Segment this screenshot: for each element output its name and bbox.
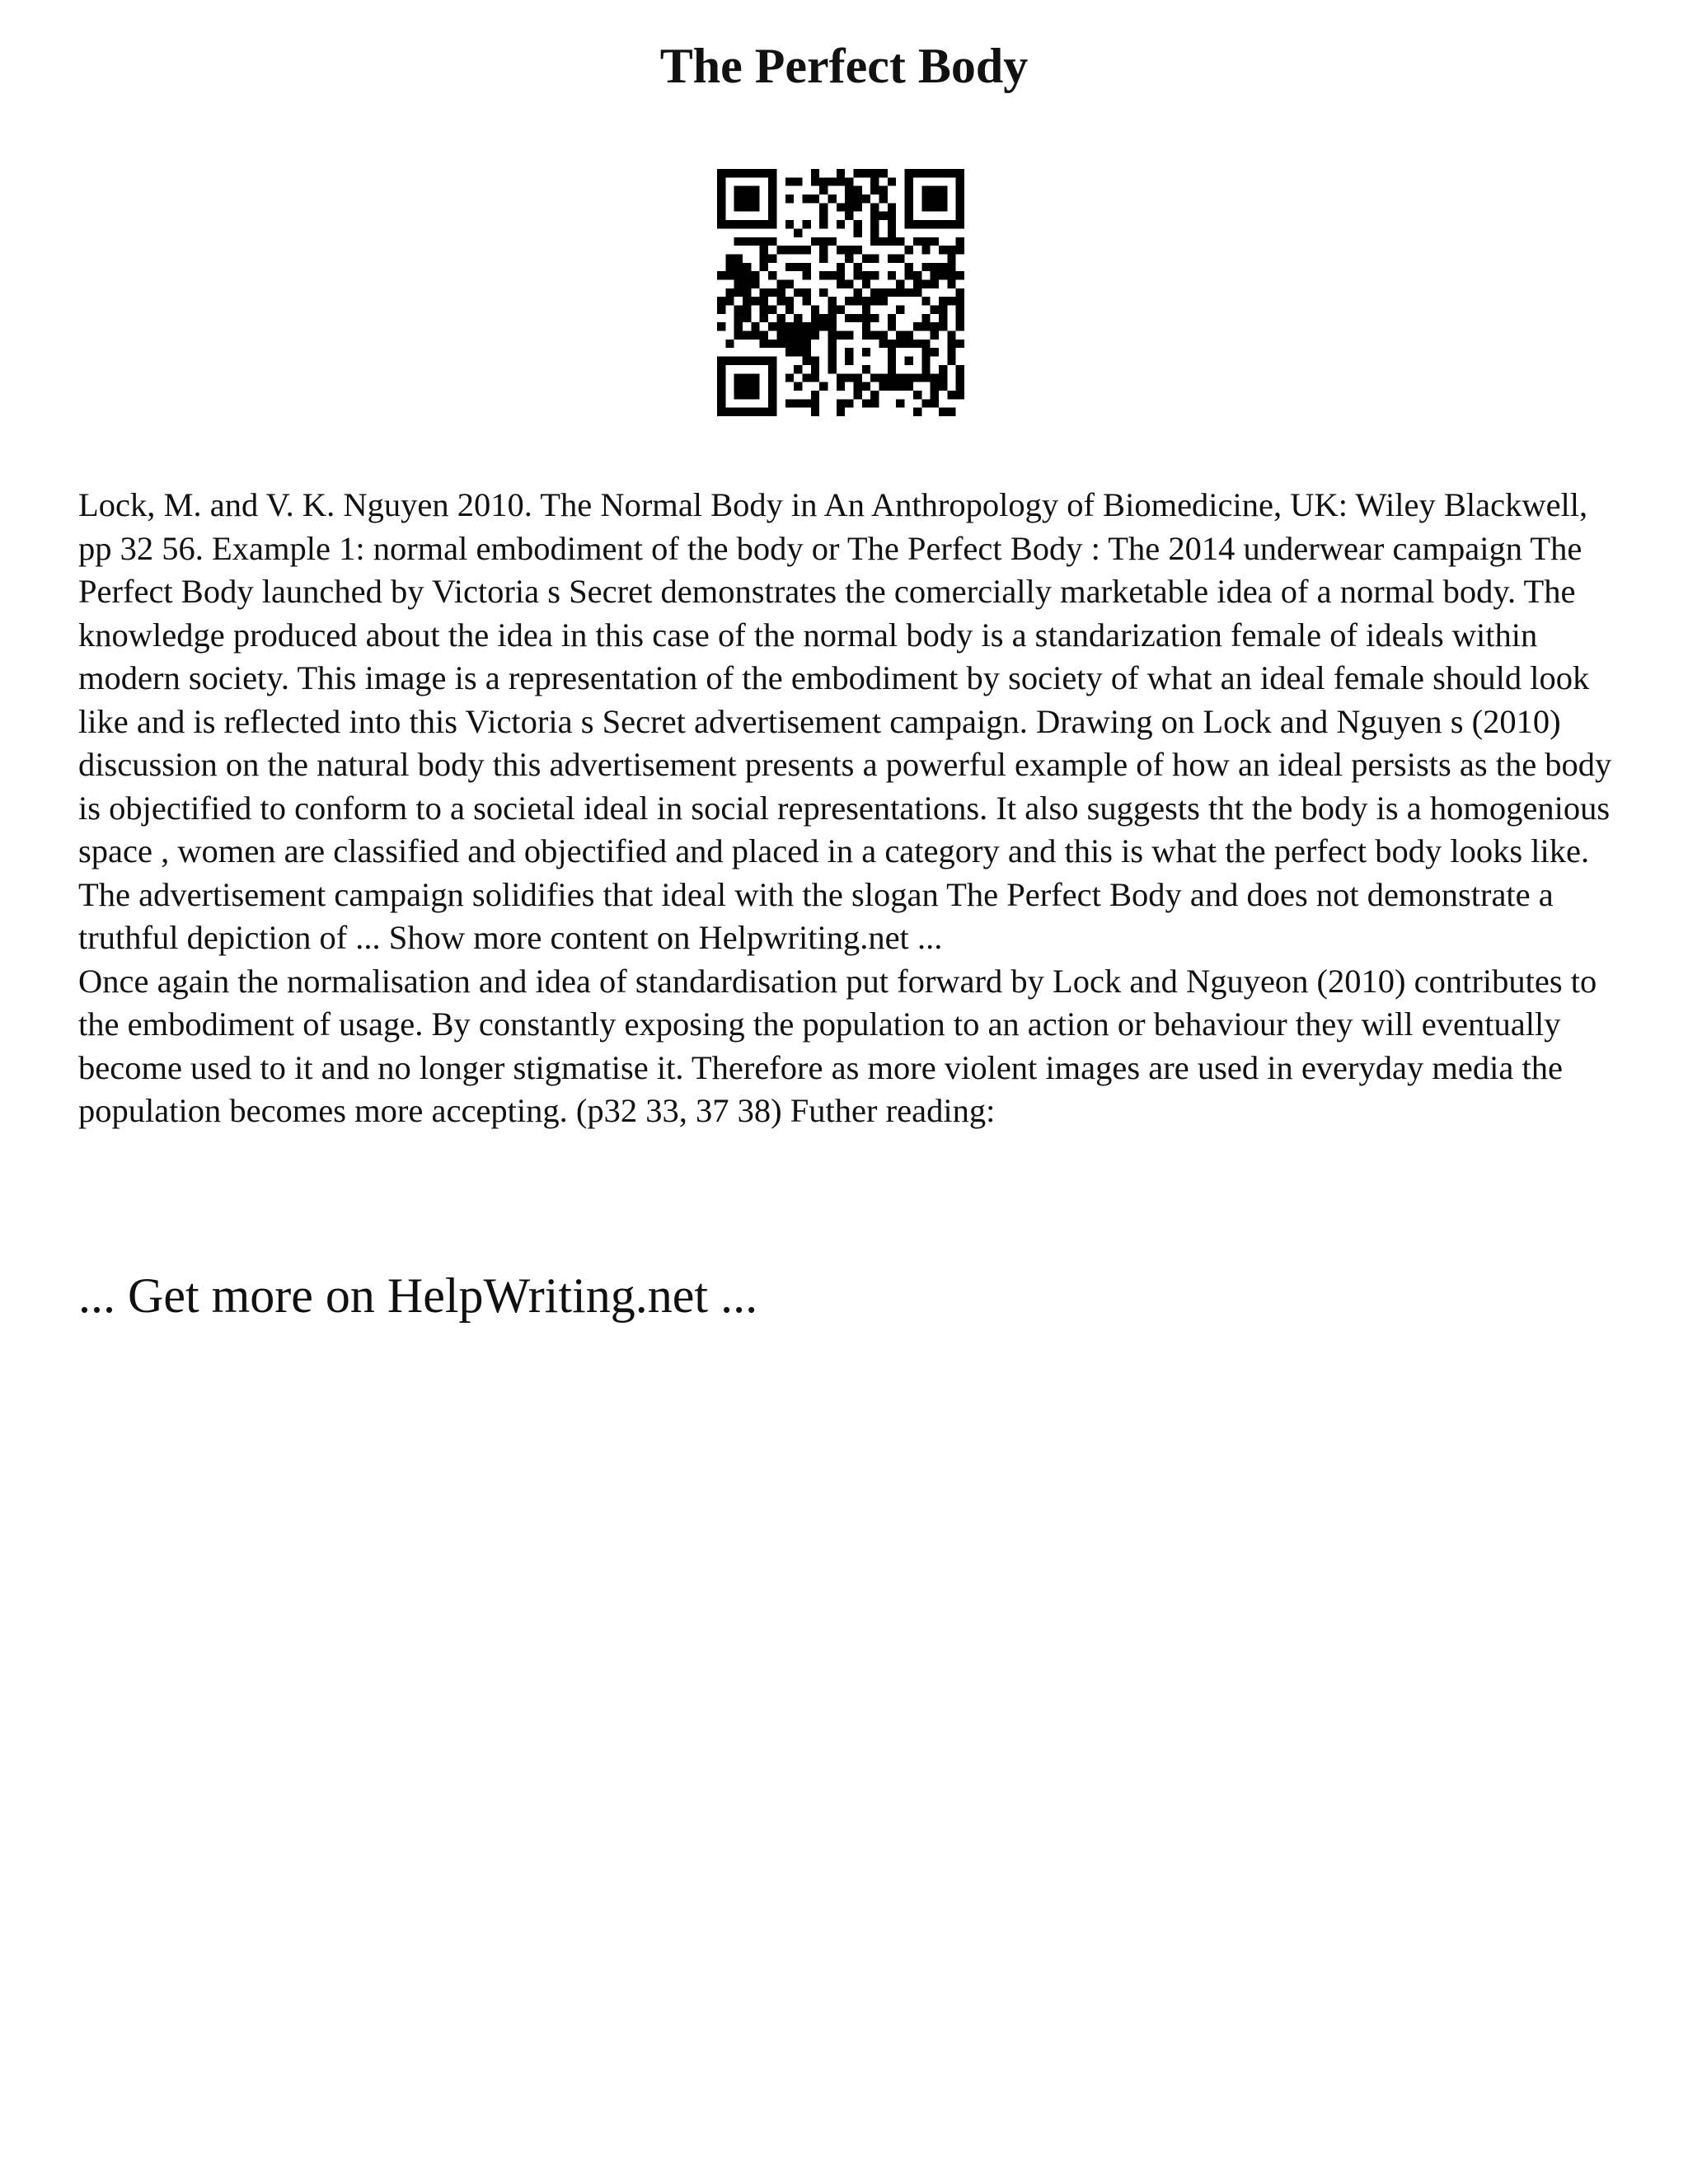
- paragraph-2: Once again the normalisation and idea of standardisation put forward by Lock and Nguyeon (2010) contributes to the embodiment of usage. By constantly exposing the population to an action or behaviour they will eventually become used to it and no longer stigmatise it. Therefore as more violent images are used in everyday media the population becomes more accepting. (p32 33, 37 38) Futher reading:: [78, 962, 1597, 1129]
- page-title: The Perfect Body: [659, 39, 1029, 93]
- qr-code-icon: [717, 169, 964, 416]
- article-body: [78, 484, 1628, 1133]
- paragraph-1: Lock, M. and V. K. Nguyen 2010. The Normal Body in An Anthropology of Biomedicine, UK: Wiley Blackwell, pp 32 56. Example 1: normal embodiment of the body or The Perfect Body : The 2014 underwear campaign The Perfect Body launched by Victoria s Secret demonstrates the comercially marketable idea of a normal body. The knowledge produced about the idea in this case of the normal body is a standarization female of ideals within modern society. This image is a representation of the embodiment by society of what an ideal female should look like and is reflected into this Victoria s Secret advertisement campaign. Drawing on Lock and Nguyen s (2010) discussion on the natural body this advertisement presents a powerful example of how an ideal persists as the body is objectified to conform to a societal ideal in social representations. It also suggests tht the body is a homogenious space , women are classified and objectified and placed in a category and this is what the perfect body looks like. The advertisement campaign solidifies that ideal with the slogan The Perfect Body and does not demonstrate a truthful depiction of ... Show more content on Helpwriting.net ...: [78, 486, 1612, 956]
- qr-code[interactable]: [717, 169, 964, 416]
- get-more-link[interactable]: ... Get more on HelpWriting.net ...: [78, 1268, 758, 1323]
